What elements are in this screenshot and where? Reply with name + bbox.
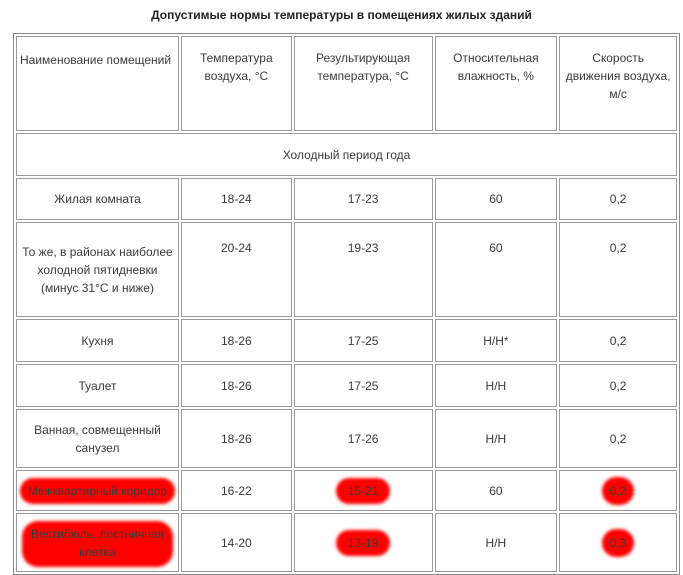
room-name: Кухня — [16, 319, 179, 362]
highlight-result-temp: 15-21 — [347, 483, 379, 498]
air-speed-cell — [559, 513, 677, 572]
table-row — [16, 409, 677, 468]
room-name: То же, в районах наиболее холодной пятидневки (минус 31°С и ниже) — [16, 222, 179, 317]
room-name-cell — [16, 513, 179, 572]
air-speed: 0,2 — [559, 222, 677, 317]
humidity: 60 — [435, 178, 558, 220]
air-speed: 0,2 — [559, 319, 677, 362]
table-row — [16, 513, 677, 572]
table-row — [16, 319, 677, 362]
humidity: 60 — [435, 222, 558, 317]
highlight-air-speed: 0,2 — [609, 483, 627, 498]
table-row — [16, 222, 677, 317]
air-speed: 0,2 — [559, 364, 677, 407]
result-temp: 17-25 — [294, 364, 433, 407]
highlight-room-name: Вестибюль, лестничная клетка — [31, 526, 164, 559]
humidity: Н/Н* — [435, 319, 558, 362]
temperature-norms-table — [13, 33, 680, 575]
room-name-cell — [16, 470, 179, 511]
air-temp: 20-24 — [181, 222, 292, 317]
air-temp: 18-24 — [181, 178, 292, 220]
table-row — [16, 178, 677, 220]
header-relative-humidity: Относительная влажность, % — [435, 36, 558, 131]
air-speed-cell — [559, 470, 677, 511]
air-speed: 0,2 — [559, 178, 677, 220]
air-temp: 18-26 — [181, 364, 292, 407]
table-row — [16, 470, 677, 511]
air-temp: 14-20 — [181, 513, 292, 572]
room-name: Туалет — [16, 364, 179, 407]
header-resulting-temperature: Результирующая температура, °С — [294, 36, 433, 131]
humidity: Н/Н — [435, 409, 558, 468]
period-label: Холодный период года — [16, 133, 677, 176]
humidity: Н/Н — [435, 513, 558, 572]
highlight-result-temp: 13-19 — [347, 535, 379, 550]
header-air-temperature: Температура воздуха, °С — [181, 36, 292, 131]
result-temp: 17-26 — [294, 409, 433, 468]
result-temp-cell — [294, 470, 433, 511]
highlight-room-name: Межквартирный коридор — [27, 483, 168, 498]
period-row — [16, 133, 677, 176]
result-temp-cell — [294, 513, 433, 572]
air-speed: 0,2 — [559, 409, 677, 468]
table-title: Допустимые нормы температуры в помещениях жилых зданий — [151, 8, 532, 22]
air-temp: 16-22 — [181, 470, 292, 511]
header-room-name: Наименование помещений — [16, 36, 179, 131]
table-header-row — [16, 36, 677, 131]
air-temp: 18-26 — [181, 319, 292, 362]
room-name: Ванная, совмещенный санузел — [16, 409, 179, 468]
humidity: 60 — [435, 470, 558, 511]
room-name: Жилая комната — [16, 178, 179, 220]
result-temp: 17-25 — [294, 319, 433, 362]
air-temp: 18-26 — [181, 409, 292, 468]
header-air-speed: Скорость движения воздуха, м/с — [559, 36, 677, 131]
result-temp: 19-23 — [294, 222, 433, 317]
highlight-air-speed: 0,3 — [609, 535, 627, 550]
humidity: Н/Н — [435, 364, 558, 407]
table-row — [16, 364, 677, 407]
result-temp: 17-23 — [294, 178, 433, 220]
